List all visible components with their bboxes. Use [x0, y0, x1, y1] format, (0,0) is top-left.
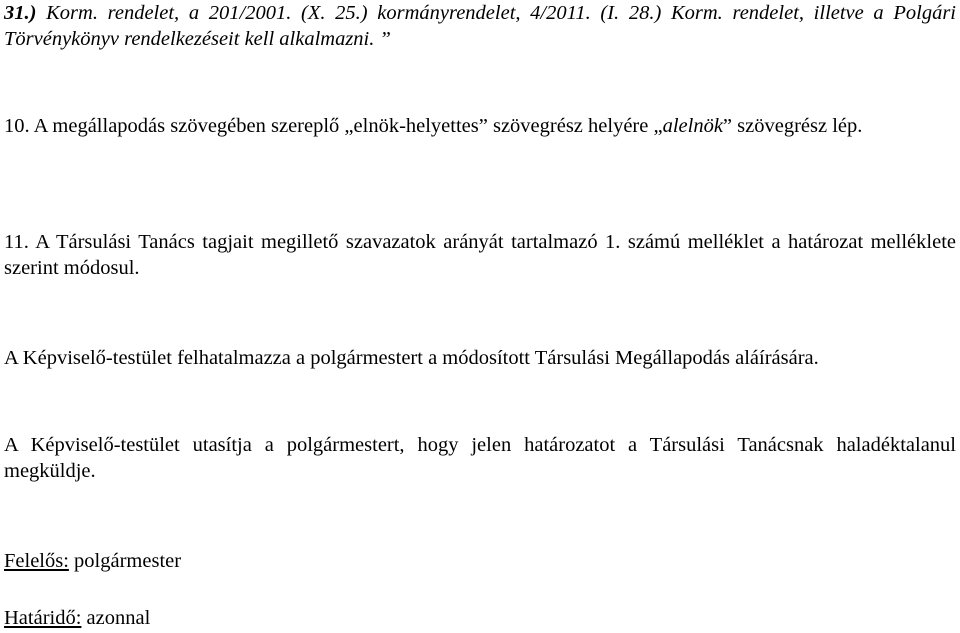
- deadline-line: [4, 605, 956, 631]
- paragraph-11: 11. A Társulási Tanács tagjait megillető szavazatok arányát tartalmazó 1. számú melléklet a határozat melléklete szerint módosul.: [4, 231, 956, 279]
- paragraph-10: [4, 113, 956, 139]
- deadline-label: Határidő:: [4, 607, 82, 629]
- responsible-label: Felelős:: [4, 550, 69, 572]
- paragraph-text-before: 10. A megállapodás szövegében szereplő „elnök-helyettes” szövegrész helyére „: [4, 115, 663, 137]
- responsible-value: polgármester: [68, 550, 182, 572]
- paragraph-text: Korm. rendelet, a 201/2001. (X. 25.) kormányrendelet, 4/2011. (I. 28.) Korm. rendelet, illetve a Polgári Törvénykönyv rendelkezéseit kell alkalmazni. ”: [4, 2, 956, 50]
- paragraph-number: 31.): [4, 2, 37, 24]
- paragraph-authorization: A Képviselő-testület felhatalmazza a polgármestert a módosított Társulási Megállapodás aláírására.: [4, 347, 819, 369]
- deadline-value: azonnal: [81, 607, 151, 629]
- paragraph-text-after: ” szövegrész lép.: [722, 115, 863, 137]
- paragraph-31: [4, 0, 956, 52]
- paragraph-instruction: A Képviselő-testület utasítja a polgármestert, hogy jelen határozatot a Társulási Tanácsnak haladéktalanul megküldje.: [4, 434, 956, 482]
- paragraph-emphasis: alelnök: [662, 115, 723, 137]
- responsible-line: [4, 548, 956, 574]
